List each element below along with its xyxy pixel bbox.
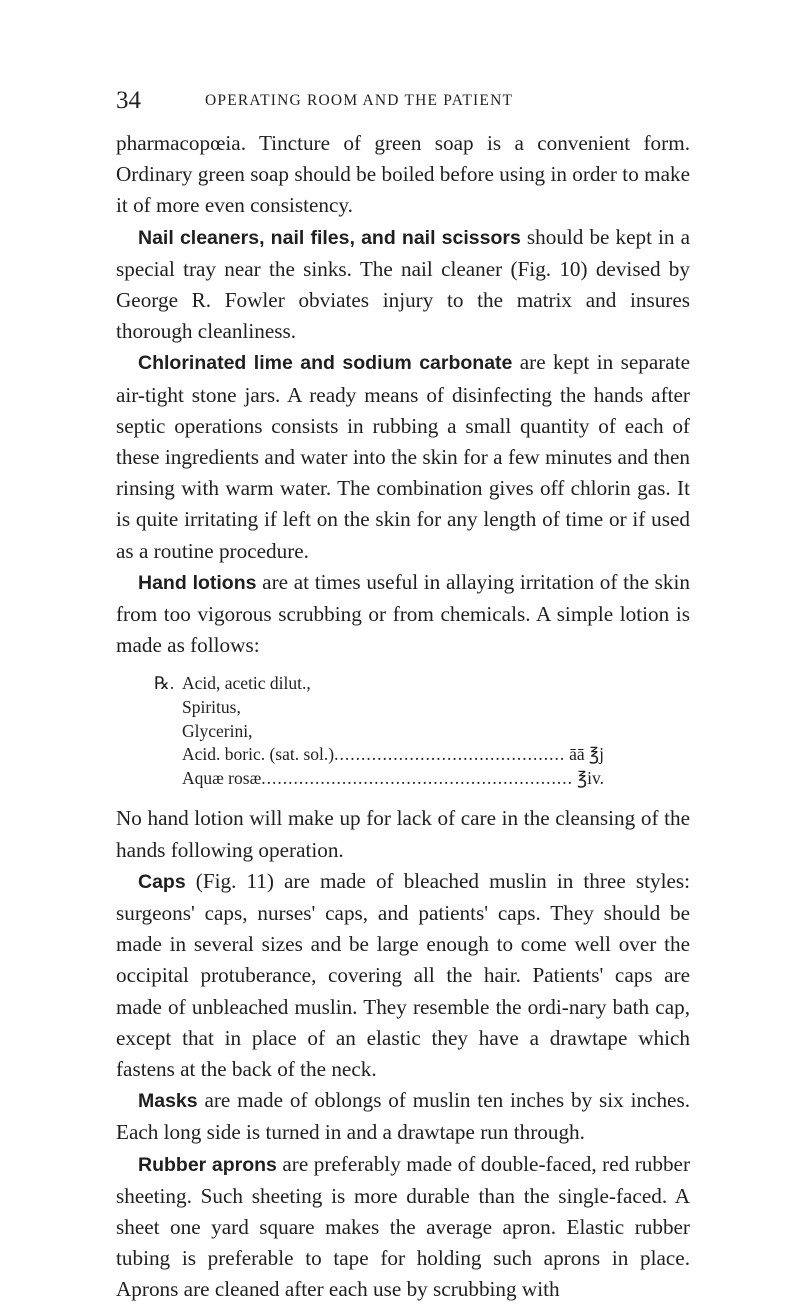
formula-ingredient: Acid. boric. (sat. sol.) [182,744,335,765]
paragraph-caps [116,866,690,1085]
formula-line [154,767,604,791]
paragraph-text: No hand lotion will make up for lack of care in the cleansing of the hands following operation. [116,806,690,862]
paragraph-text: are kept in separate air-tight stone jars. A ready means of disinfecting the hands after septic operations consists in rubbing a small quantity of each of these ingredients and water into the skin for a few minutes and then rinsing with warm water. The combination gives off chlorin gas. It is quite irritating if left on the skin for any length of time or if used as a routine procedure. [116,350,690,563]
run-in-heading: Nail cleaners, nail files, and nail scissors [138,226,521,249]
paragraph-no-hand-lotion [116,803,690,865]
paragraph-text: should be kept in a special tray near the sinks. The nail cleaner (Fig. 10) devised by George R. Fowler obviates injury to the matrix and insures thorough cleanliness. [116,224,690,344]
formula-amount: āā ℥j [569,744,604,765]
formula-line [154,720,604,744]
formula-ingredient: Glycerini, [182,720,253,741]
paragraph-text: (Fig. 11) are made of bleached muslin in three styles: surgeons' caps, nurses' caps, and patients' caps. They should be made in several sizes and be large enough to come well over the occipital protuberance, covering all the hair. Patients' caps are made of unbleached muslin. They resemble the ordi-nary bath cap, except that in place of an elastic they have a drawtape which fastens at the back of the neck. [116,868,690,1082]
run-in-heading: Caps [138,870,186,893]
paragraph-nail-cleaners [116,222,690,348]
formula-ingredient: Aquæ rosæ [182,767,262,788]
paragraph-pharmacopoeia [116,128,690,222]
run-in-heading: Rubber aprons [138,1153,277,1176]
paragraph-text: are preferably made of double-faced, red rubber sheeting. Such sheeting is more durable than the single-faced. A sheet one yard square makes the average apron. Elastic rubber tubing is preferable to tape for holding such aprons in place. Aprons are cleaned after each use by scrubbing with [116,1151,691,1302]
formula-ingredient: Spiritus, [182,697,241,718]
paragraph-text: are at times useful in allaying irritation of the skin from too vigorous scrubbing or from chemicals. A simple lotion is made as follows: [116,569,690,658]
formula-line [154,743,604,767]
run-in-heading: Masks [138,1090,198,1113]
body-text [116,128,690,1306]
formula-line [154,672,604,696]
running-head: OPERATING ROOM AND THE PATIENT [205,92,514,109]
paragraph-chlorinated-lime [116,347,690,566]
page-header [0,86,800,116]
formula-line [154,696,604,720]
dot-leader [334,743,565,767]
paragraph-rubber-aprons [116,1149,690,1306]
paragraph-masks [116,1085,690,1148]
lotion-formula [154,672,604,790]
formula-amount: ℥iv. [577,767,604,788]
paragraph-text: pharmacopœia. Tincture of green soap is a convenient form. Ordinary green soap should be boiled before using in order to make it of more even consistency. [116,131,690,218]
run-in-heading: Chlorinated lime and sodium carbonate [138,352,513,375]
paragraph-text: are made of oblongs of muslin ten inches by six inches. Each long side is turned in and a drawtape run through. [116,1088,690,1145]
run-in-heading: Hand lotions [138,571,257,594]
page-number: 34 [116,87,141,114]
formula-ingredient: Acid, acetic dilut., [182,673,311,694]
dot-leader [261,767,573,791]
rx-symbol: ℞. [154,673,175,694]
paragraph-hand-lotions [116,567,690,662]
